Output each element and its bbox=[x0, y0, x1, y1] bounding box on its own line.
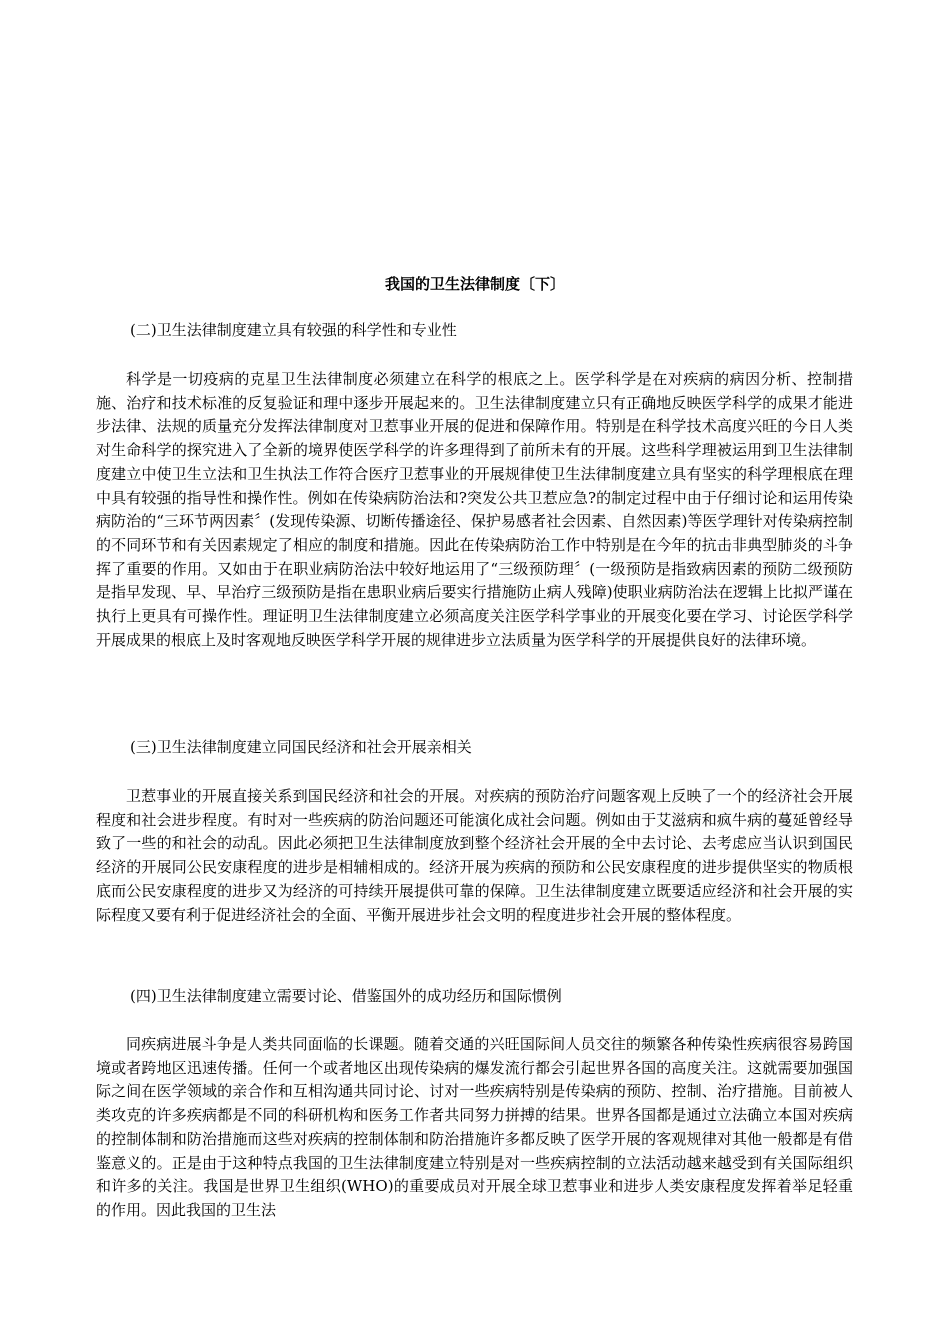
section-heading-2: (二)卫生法律制度建立具有较强的科学性和专业性 bbox=[130, 321, 457, 339]
section-paragraph-4: 同疾病进展斗争是人类共同面临的长课题。随着交通的兴旺国际间人员交往的频繁各种传染性疾病很容易跨国境或者跨地区迅速传播。任何一个或者地区出现传染病的爆发流行都会引起世界各国的高度关注。这就需要加强国际之间在医学领域的亲合作和互相沟通共同讨论、讨对一些疾病特别是传染病的预防、控制、治疗措施。目前被人类攻克的许多疾病都是不同的科研机构和医务工作者共同努力拼搏的结果。世界各国都是通过立法确立本国对疾病的控制体制和防治措施而这些对疾病的控制体制和防治措施许多都反映了医学开展的客观规律对其他一般都是有借鉴意义的。正是由于这种特点我国的卫生法律制度建立特别是对一些疾病控制的立法活动越来越受到有关国际组织和许多的关注。我国是世界卫生组织(WHO)的重要成员对开展全球卫惹事业和进步人类安康程度发挥着举足轻重的作用。因此我国的卫生法 bbox=[96, 1035, 853, 1219]
section-paragraph-2: 科学是一切疫病的克星卫生法律制度必须建立在科学的根底之上。医学科学是在对疾病的病因分析、控制措施、治疗和技术标准的反复验证和理中逐步开展起来的。卫生法律制度建立只有正确地反映医学科学的成果才能进步法律、法规的质量充分发挥法律制度对卫惹事业开展的促进和保障作用。特别是在科学技术高度兴旺的今日人类对生命科学的探究进入了全新的境界使医学科学的许多理得到了前所未有的开展。这些科学理被运用到卫生法律制度建立中使卫生立法和卫生执法工作符合医疗卫惹事业的开展规律使卫生法律制度建立具有坚实的科学理根底在理中具有较强的指导性和操作性。例如在传染病防治法和?突发公共卫惹应急?的制定过程中由于仔细讨论和运用传染病防治的“三环节两因素〞(发现传染源、切断传播途径、保护易感者社会因素、自然因素)等医学理针对传染病控制的不同环节和有关因素规定了相应的制度和措施。因此在传染病防治工作中特别是在今年的抗击非典型肺炎的斗争挥了重要的作用。又如由于在职业病防治法中较好地运用了“三级预防理〞(一级预防是指致病因素的预防二级预防是指早发现、早、早治疗三级预防是指在患职业病后要实行措施防止病人残障)使职业病防治法在逻辑上比拟严谨在执行上更具有可操作性。理证明卫生法律制度建立必须高度关注医学科学事业的开展变化要在学习、讨论医学科学开展成果的根底上及时客观地反映医学科学开展的规律进步立法质量为医学科学的开展提供良好的法律环境。 bbox=[96, 370, 853, 649]
section-heading-4: (四)卫生法律制度建立需要讨论、借鉴国外的成功经历和国际惯例 bbox=[130, 987, 562, 1005]
page-title: 我国的卫生法律制度〔下〕 bbox=[384, 275, 565, 293]
section-heading-3: (三)卫生法律制度建立同国民经济和社会开展亲相关 bbox=[130, 738, 472, 756]
section-paragraph-3: 卫惹事业的开展直接关系到国民经济和社会的开展。对疾病的预防治疗问题客观上反映了一个的经济社会开展程度和社会进步程度。有时对一些疾病的防治问题还可能演化成社会问题。例如由于艾滋病和疯牛病的蔓延曾经导致了一些的和社会的动乱。因此必须把卫生法律制度放到整个经济社会开展的全中去讨论、去考虑应当认识到国民经济的开展同公民安康程度的进步是相辅相成的。经济开展为疾病的预防和公民安康程度的进步提供坚实的物质根底而公民安康程度的进步又为经济的可持续开展提供可靠的保障。卫生法律制度建立既要适应经济和社会开展的实际程度又要有利于促进经济社会的全面、平衡开展进步社会文明的程度进步社会开展的整体程度。 bbox=[96, 787, 853, 924]
